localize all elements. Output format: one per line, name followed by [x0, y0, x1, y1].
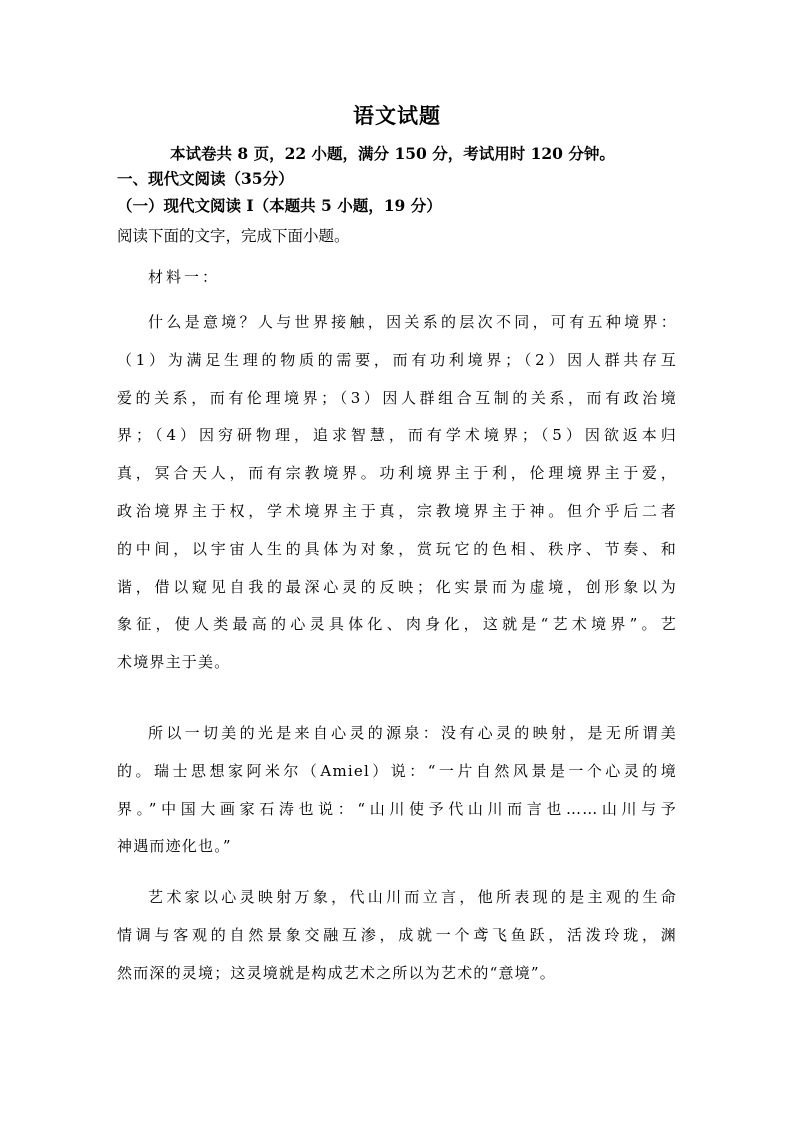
paragraph-line: 的中间，以宇宙人生的具体为对象，赏玩它的色相、秩序、节奏、和 — [117, 539, 677, 558]
passage-paragraph-2 — [117, 715, 677, 866]
passage-paragraph-1 — [117, 304, 677, 682]
subsection-heading: （一）现代文阅读 I（本题共 5 小题，19 分） — [117, 196, 442, 215]
paragraph-line: 然而深的灵境；这灵境就是构成艺术之所以为艺术的“意境”。 — [117, 963, 556, 982]
paragraph-line: 的。瑞士思想家阿米尔（Amiel）说：“一片自然风景是一个心灵的境 — [117, 761, 677, 780]
exam-info-line: 本试卷共 8 页，22 小题，满分 150 分，考试用时 120 分钟。 — [170, 144, 615, 163]
paragraph-line: 艺术家以心灵映射万象，代山川而立言，他所表现的是主观的生命 — [148, 888, 677, 906]
paragraph-line: 谐，借以窥见自我的最深心灵的反映；化实景而为虚境，创形象以为 — [117, 577, 677, 596]
paragraph-line: 术境界主于美。 — [117, 653, 231, 672]
paragraph-line: 政治境界主于权，学术境界主于真，宗教境界主于神。但介乎后二者 — [117, 501, 677, 520]
paragraph-line: 象征，使人类最高的心灵具体化、肉身化，这就是“艺术境界”。艺 — [117, 615, 677, 634]
paragraph-line: 情调与客观的自然景象交融互渗，成就一个鸢飞鱼跃，活泼玲珑，渊 — [117, 925, 677, 944]
paragraph-line: 真，冥合天人，而有宗教境界。功利境界主于利，伦理境界主于爱， — [117, 464, 677, 483]
paragraph-line: 所以一切美的光是来自心灵的源泉：没有心灵的映射，是无所谓美 — [148, 724, 677, 742]
material-label: 材料一： — [148, 268, 221, 286]
paragraph-line: 爱的关系，而有伦理境界；（3）因人群组合互制的关系，而有政治境 — [117, 388, 677, 407]
paragraph-line: 界；（4）因穷研物理，追求智慧，而有学术境界；（5）因欲返本归 — [117, 426, 677, 445]
paragraph-line: （1）为满足生理的物质的需要，而有功利境界；（2）因人群共存互 — [117, 350, 677, 369]
paragraph-line: 界。”中国大画家石涛也说：“山川使予代山川而言也……山川与予 — [117, 799, 677, 818]
paragraph-line: 神遇而迹化也。” — [117, 837, 232, 856]
page-title: 语文试题 — [353, 103, 441, 128]
reading-instruction: 阅读下面的文字，完成下面小题。 — [117, 227, 350, 245]
section-heading: 一、现代文阅读（35分） — [117, 169, 294, 188]
passage-paragraph-3 — [117, 879, 677, 992]
paragraph-line: 什么是意境？人与世界接触，因关系的层次不同，可有五种境界： — [148, 313, 677, 331]
